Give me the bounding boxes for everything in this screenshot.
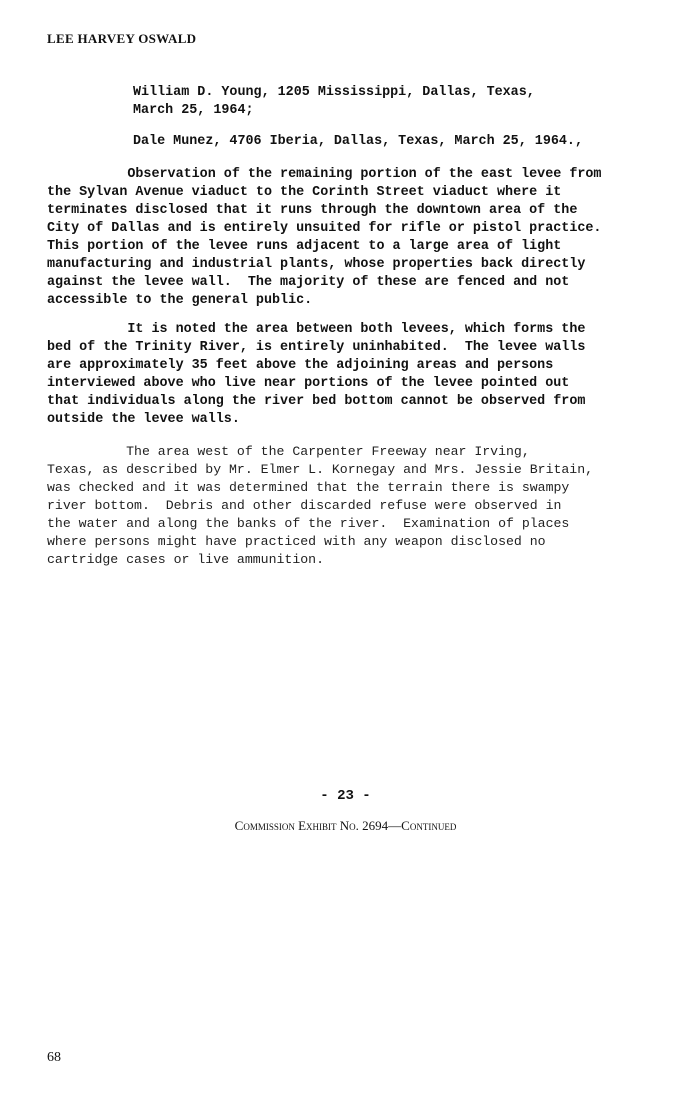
source-entry-munez: Dale Munez, 4706 Iberia, Dallas, Texas, March 25, 1964.,: [133, 134, 583, 149]
source-entry-young: William D. Young, 1205 Mississippi, Dallas, Texas, March 25, 1964;: [133, 85, 535, 118]
paragraph-trinity-river: It is noted the area between both levees, which forms the bed of the Trinity River, is entirely uninhabited. The levee walls are approximately 35 feet above the adjoining areas and persons interviewed above who live near portions of the levee pointed out that individuals along the river bed bottom cannot be observed from outside the levee walls.: [47, 322, 586, 427]
paragraph-carpenter-freeway: The area west of the Carpenter Freeway near Irving, Texas, as described by Mr. Elmer L. Kornegay and Mrs. Jessie Britain, was checked and it was determined that the terrain there is swampy river bottom. Debris and other discarded refuse were observed in the water and along the banks of the river. Examination of places where persons might have practiced with any weapon disclosed no cartridge cases or live ammunition.: [47, 444, 594, 567]
exhibit-caption: Commission Exhibit No. 2694—Continued: [234, 818, 457, 833]
paragraph-east-levee: Observation of the remaining portion of the east levee from the Sylvan Avenue viaduct to the Corinth Street viaduct where it terminates disclosed that it runs through the downtown area of the City of Dallas and is entirely unsuited for rifle or pistol practice. This portion of the levee runs adjacent to a large area of light manufacturing and industrial plants, whose properties back directly against the levee wall. The majority of these are fenced and not accessible to the general public.: [47, 167, 602, 308]
folio-number: 68: [47, 1050, 61, 1065]
document-header: LEE HARVEY OSWALD: [47, 31, 197, 46]
page-number: - 23 -: [320, 788, 371, 804]
